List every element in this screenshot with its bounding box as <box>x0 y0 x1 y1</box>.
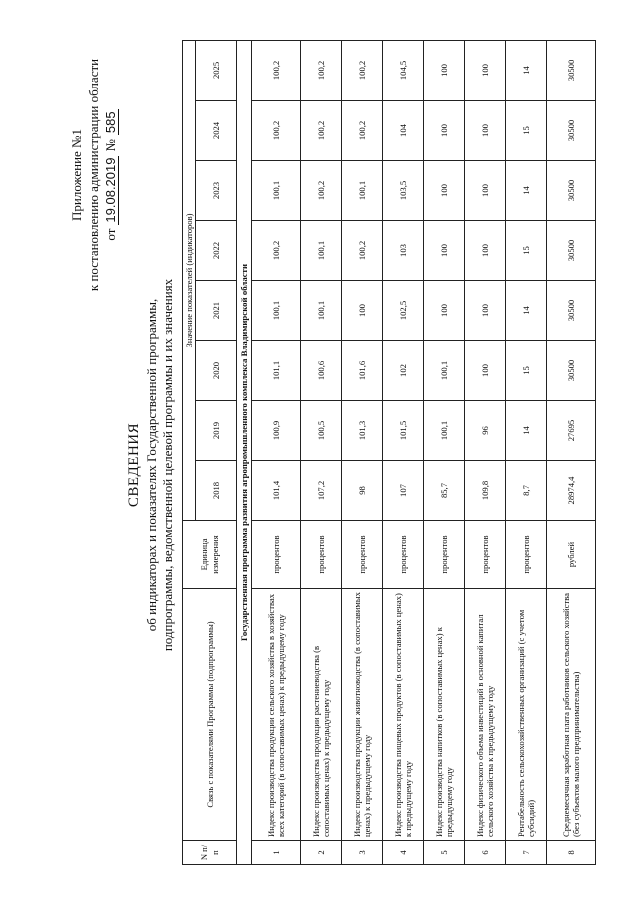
value-cell: 100 <box>465 40 506 100</box>
value-cell: 100,2 <box>342 221 383 281</box>
value-cell: 107 <box>383 461 424 521</box>
header-year: 2019 <box>196 401 237 461</box>
row-number: 1 <box>252 841 301 865</box>
header-unit: Единица измерения <box>183 521 237 589</box>
value-cell: 100 <box>342 281 383 341</box>
row-number: 6 <box>465 841 506 865</box>
value-cell: 100 <box>424 101 465 161</box>
value-cell: 30500 <box>547 341 596 401</box>
header-year: 2021 <box>196 281 237 341</box>
indicator-name: Индекс производства продукции сельского хозяйства в хозяйствах всех категорий (в сопоставимых ценах) к предыдущему году <box>252 589 301 841</box>
value-cell: 100 <box>465 281 506 341</box>
row-number: 3 <box>342 841 383 865</box>
header-year: 2018 <box>196 461 237 521</box>
table-row <box>547 40 596 864</box>
header-indicator: Связь с показателями Программы (подпрограммы) <box>183 589 237 841</box>
value-cell: 30500 <box>547 101 596 161</box>
indicator-name: Индекс физического объема инвестиций в основной капитал сельского хозяйства к предыдущему году <box>465 589 506 841</box>
value-cell: 100 <box>424 221 465 281</box>
indicator-name: Индекс производства продукции растениеводства (в сопоставимых ценах) к предыдущему году <box>301 589 342 841</box>
value-cell: 15 <box>506 341 547 401</box>
value-cell: 14 <box>506 40 547 100</box>
value-cell: 100 <box>465 221 506 281</box>
value-cell: 8,7 <box>506 461 547 521</box>
value-cell: 100,2 <box>342 40 383 100</box>
value-cell: 14 <box>506 281 547 341</box>
indicator-name: Рентабельность сельскохозяйственных организаций (с учетом субсидий) <box>506 589 547 841</box>
value-cell: 103 <box>383 221 424 281</box>
value-cell: 100,2 <box>252 221 301 281</box>
value-cell: 100,6 <box>301 341 342 401</box>
value-cell: 100 <box>465 341 506 401</box>
header-year: 2024 <box>196 101 237 161</box>
value-cell: 27695 <box>547 401 596 461</box>
table-row <box>252 40 301 864</box>
value-cell: 98 <box>342 461 383 521</box>
value-cell: 107,2 <box>301 461 342 521</box>
indicators-table <box>182 40 596 865</box>
value-cell: 100,9 <box>252 401 301 461</box>
value-cell: 109,8 <box>465 461 506 521</box>
title-line-2: об индикаторах и показателях Государственной программы, <box>144 298 159 632</box>
table-row <box>301 40 342 864</box>
resolution-number: 585 <box>103 111 118 134</box>
indicator-name: Индекс производства пищевых продуктов (в сопоставимых ценах) к предыдущему году <box>383 589 424 841</box>
header-year: 2022 <box>196 221 237 281</box>
section-title: Государственная программа развития агропромышленного комплекса Владимирской области <box>237 40 252 864</box>
resolution-reference: к постановлению администрации области <box>86 58 101 292</box>
header-year: 2025 <box>196 40 237 100</box>
value-cell: 100,2 <box>342 101 383 161</box>
header-values-group: Значение показателей (индикаторов) <box>183 40 196 520</box>
row-number: 4 <box>383 841 424 865</box>
unit-cell: процентов <box>465 521 506 589</box>
table-row <box>506 40 547 864</box>
unit-cell: процентов <box>252 521 301 589</box>
value-cell: 100,1 <box>424 341 465 401</box>
value-cell: 101,4 <box>252 461 301 521</box>
value-cell: 100,2 <box>301 101 342 161</box>
value-cell: 100,1 <box>252 281 301 341</box>
row-number: 8 <box>547 841 596 865</box>
value-cell: 30500 <box>547 281 596 341</box>
table-row <box>465 40 506 864</box>
value-cell: 100 <box>424 161 465 221</box>
value-cell: 100 <box>424 40 465 100</box>
value-cell: 14 <box>506 401 547 461</box>
value-cell: 30500 <box>547 161 596 221</box>
appendix-label: Приложение №1 <box>69 129 84 221</box>
unit-cell: процентов <box>301 521 342 589</box>
header-year: 2020 <box>196 341 237 401</box>
value-cell: 101,5 <box>383 401 424 461</box>
header-year: 2023 <box>196 161 237 221</box>
value-cell: 100,2 <box>252 101 301 161</box>
value-cell: 100 <box>424 281 465 341</box>
unit-cell: рублей <box>547 521 596 589</box>
value-cell: 102,5 <box>383 281 424 341</box>
value-cell: 104,5 <box>383 40 424 100</box>
indicator-name: Индекс производства напитков (в сопоставимых ценах) к предыдущему году <box>424 589 465 841</box>
value-cell: 101,1 <box>252 341 301 401</box>
row-number: 5 <box>424 841 465 865</box>
table-row <box>383 40 424 864</box>
value-cell: 101,6 <box>342 341 383 401</box>
value-cell: 103,5 <box>383 161 424 221</box>
date-prefix: от <box>103 228 118 241</box>
value-cell: 100,2 <box>252 40 301 100</box>
indicator-name: Среднемесячная заработная плата работников сельского хозяйства (без субъектов малого предпринимательства) <box>547 589 596 841</box>
value-cell: 100,2 <box>301 40 342 100</box>
resolution-date: 19.08.2019 <box>103 157 118 223</box>
number-prefix: № <box>103 139 118 152</box>
value-cell: 100,5 <box>301 401 342 461</box>
value-cell: 100 <box>465 161 506 221</box>
unit-cell: процентов <box>383 521 424 589</box>
value-cell: 15 <box>506 101 547 161</box>
value-cell: 104 <box>383 101 424 161</box>
value-cell: 96 <box>465 401 506 461</box>
value-cell: 102 <box>383 341 424 401</box>
value-cell: 30500 <box>547 221 596 281</box>
value-cell: 14 <box>506 161 547 221</box>
value-cell: 30500 <box>547 40 596 100</box>
title-heading: СВЕДЕНИЯ <box>126 422 142 508</box>
indicator-name: Индекс производства продукции животноводства (в сопоставимых ценах) к предыдущему году <box>342 589 383 841</box>
value-cell: 28974,4 <box>547 461 596 521</box>
document-title <box>126 145 176 785</box>
unit-cell: процентов <box>342 521 383 589</box>
row-number: 2 <box>301 841 342 865</box>
value-cell: 100,1 <box>301 221 342 281</box>
unit-cell: процентов <box>506 521 547 589</box>
value-cell: 100,1 <box>424 401 465 461</box>
value-cell: 101,3 <box>342 401 383 461</box>
value-cell: 15 <box>506 221 547 281</box>
unit-cell: процентов <box>424 521 465 589</box>
value-cell: 100 <box>465 101 506 161</box>
title-line-3: подпрограммы, ведомственной целевой программы и их значениях <box>160 278 175 652</box>
row-number: 7 <box>506 841 547 865</box>
value-cell: 100,1 <box>301 281 342 341</box>
table-row <box>424 40 465 864</box>
value-cell: 100,2 <box>301 161 342 221</box>
header-num: N п/п <box>183 841 237 865</box>
value-cell: 100,1 <box>252 161 301 221</box>
table-row <box>342 40 383 864</box>
value-cell: 85,7 <box>424 461 465 521</box>
date-number-line <box>102 45 119 305</box>
value-cell: 100,1 <box>342 161 383 221</box>
approval-block <box>68 45 119 305</box>
